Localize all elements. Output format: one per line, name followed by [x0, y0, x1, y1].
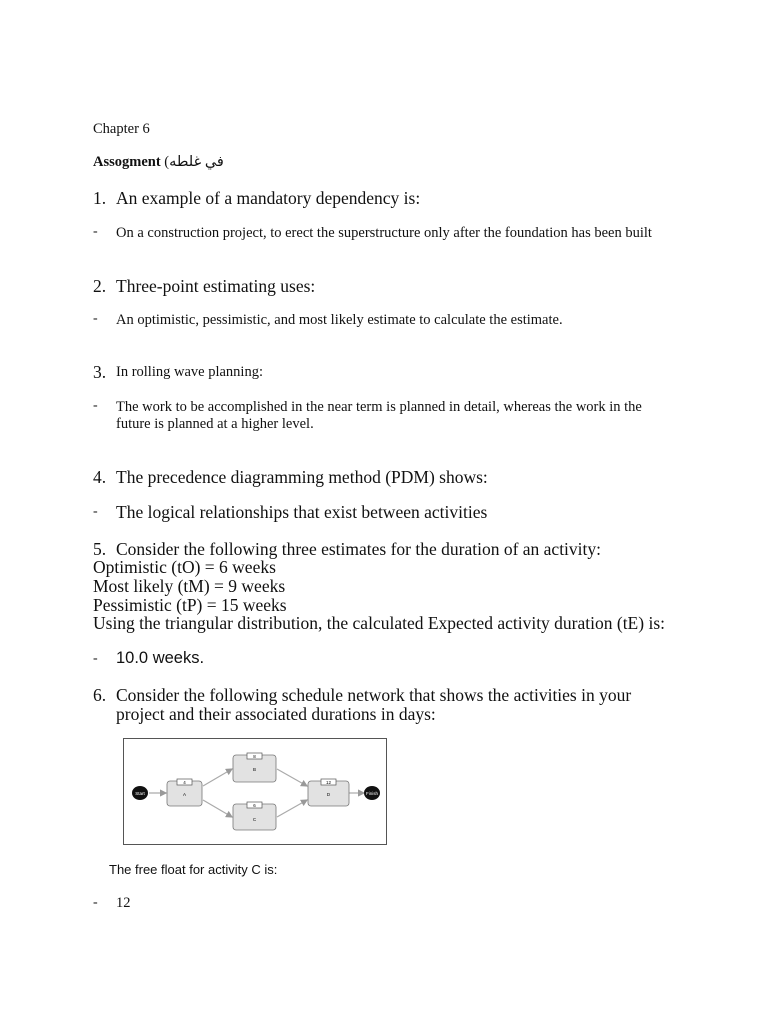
- question-number: 4.: [93, 467, 107, 487]
- assignment-arabic-note: في غلطه: [169, 154, 224, 170]
- finish-label: Finish: [365, 791, 379, 796]
- assignment-heading: [93, 154, 224, 171]
- answer-bullet: -: [93, 311, 98, 326]
- assignment-paren: (: [164, 154, 170, 170]
- activity-c: [233, 802, 276, 830]
- question-text: An example of a mandatory dependency is:: [116, 188, 421, 208]
- chapter-heading: Chapter 6: [93, 121, 150, 137]
- activity-d: [308, 779, 349, 806]
- activity-c-duration: 6: [253, 803, 256, 808]
- answer-bullet: -: [93, 504, 98, 519]
- connector-a-b: [203, 769, 232, 786]
- activity-b: [233, 753, 276, 782]
- answer-bullet: -: [93, 651, 98, 666]
- answer-4: The logical relationships that exist between activities: [116, 502, 488, 522]
- connector-b-d: [277, 769, 307, 786]
- question-text: Consider the following three estimates for the duration of an activity:: [116, 539, 602, 559]
- answer-5: 10.0 weeks.: [116, 649, 205, 667]
- question-number: 2.: [93, 276, 107, 296]
- question-text-line-1: Consider the following schedule network that shows the activities in your: [116, 685, 632, 705]
- answer-1: On a construction project, to erect the superstructure only after the foundation has been built: [116, 225, 652, 241]
- activity-a-duration: 4: [183, 780, 186, 785]
- activity-c-name: C: [252, 817, 257, 822]
- answer-bullet: -: [93, 895, 98, 910]
- assignment-label: Assogment: [93, 154, 161, 170]
- question-5-instruction: Using the triangular distribution, the calculated Expected activity duration (tE) is:: [93, 613, 665, 633]
- answer-3: The work to be accomplished in the near term is planned in detail, whereas the work in the future is planned at a higher level.: [116, 399, 642, 432]
- start-label: Start: [135, 791, 145, 796]
- answer-bullet: -: [93, 224, 98, 239]
- activity-a-name: A: [182, 792, 187, 797]
- activity-a: [167, 779, 202, 806]
- answer-2: An optimistic, pessimistic, and most likely estimate to calculate the estimate.: [116, 312, 563, 328]
- estimate-optimistic: Optimistic (tO) = 6 weeks: [93, 557, 276, 577]
- answer-6: 12: [116, 895, 131, 911]
- question-number: 6.: [93, 685, 107, 705]
- estimate-pessimistic: Pessimistic (tP) = 15 weeks: [93, 595, 287, 615]
- question-number: 3.: [93, 362, 107, 382]
- question-3-text: In rolling wave planning:: [116, 364, 263, 380]
- connector-c-d: [277, 800, 307, 817]
- connector-a-c: [203, 800, 232, 817]
- question-text-line-2: project and their associated durations in days:: [116, 704, 436, 724]
- activity-d-name: D: [326, 792, 331, 797]
- question-text: Three-point estimating uses:: [116, 276, 316, 296]
- question-number: 1.: [93, 188, 107, 208]
- schedule-network-diagram: [123, 738, 387, 845]
- answer-bullet: -: [93, 398, 98, 413]
- activity-b-name: B: [252, 767, 257, 772]
- question-number: 5.: [93, 539, 107, 559]
- activity-d-duration: 12: [325, 780, 332, 785]
- activity-b-duration: 8: [253, 754, 256, 759]
- question-6-prompt: The free float for activity C is:: [109, 862, 278, 877]
- estimate-most-likely: Most likely (tM) = 9 weeks: [93, 576, 286, 596]
- question-text: The precedence diagramming method (PDM) shows:: [116, 467, 488, 487]
